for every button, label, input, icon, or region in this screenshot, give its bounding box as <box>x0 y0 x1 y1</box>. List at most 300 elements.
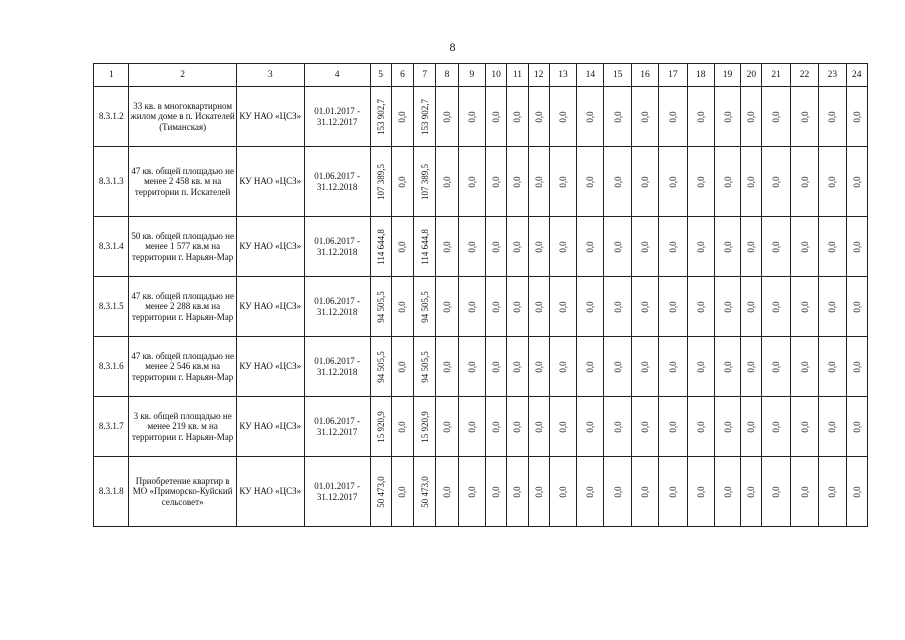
value-text: 0,0 <box>512 485 523 498</box>
row-name: 47 кв. общей площадью не менее 2 458 кв. м на территории п. Искателей <box>129 147 236 217</box>
value-text: 94 505,5 <box>419 290 430 323</box>
value-text: 0,0 <box>512 300 523 313</box>
value-text: 107 389,5 <box>375 163 386 200</box>
value-text: 0,0 <box>533 240 544 253</box>
value-cell <box>604 87 631 147</box>
value-cell <box>846 147 867 217</box>
value-text: 15 920,9 <box>375 410 386 443</box>
row-code: 8.3.1.5 <box>94 277 129 337</box>
table-row <box>94 397 868 457</box>
value-cell <box>414 147 436 217</box>
row-code: 8.3.1.7 <box>94 397 129 457</box>
column-header: 20 <box>741 64 762 87</box>
value-cell <box>458 277 485 337</box>
value-cell <box>391 217 413 277</box>
value-cell <box>507 147 528 217</box>
value-cell <box>631 87 658 147</box>
value-cell <box>687 147 714 217</box>
row-code: 8.3.1.6 <box>94 337 129 397</box>
value-text: 0,0 <box>771 240 782 253</box>
value-cell <box>687 87 714 147</box>
value-cell <box>819 457 846 527</box>
row-period: 01.06.2017 - 31.12.2018 <box>304 337 370 397</box>
value-cell <box>528 277 549 337</box>
value-cell <box>370 147 391 217</box>
value-cell <box>486 277 507 337</box>
value-cell <box>507 277 528 337</box>
value-cell <box>391 397 413 457</box>
table-row <box>94 217 868 277</box>
value-text: 0,0 <box>512 240 523 253</box>
value-text: 0,0 <box>441 420 452 433</box>
value-text: 0,0 <box>397 420 408 433</box>
table-row <box>94 277 868 337</box>
value-text: 0,0 <box>639 485 650 498</box>
value-cell <box>819 277 846 337</box>
value-cell <box>741 277 762 337</box>
value-cell <box>414 337 436 397</box>
column-header: 19 <box>714 64 740 87</box>
value-text: 94 505,5 <box>375 290 386 323</box>
value-text: 0,0 <box>722 110 733 123</box>
value-cell <box>458 397 485 457</box>
value-text: 107 389,5 <box>419 163 430 200</box>
value-text: 0,0 <box>491 420 502 433</box>
row-period: 01.01.2017 - 31.12.2017 <box>304 457 370 527</box>
value-text: 0,0 <box>533 300 544 313</box>
row-executor: КУ НАО «ЦСЗ» <box>236 397 304 457</box>
value-cell <box>819 217 846 277</box>
value-cell <box>631 217 658 277</box>
value-text: 0,0 <box>397 240 408 253</box>
value-cell <box>486 397 507 457</box>
value-cell <box>507 87 528 147</box>
value-cell <box>790 397 818 457</box>
value-cell <box>549 147 576 217</box>
value-cell <box>549 217 576 277</box>
value-text: 0,0 <box>397 300 408 313</box>
value-cell <box>577 277 604 337</box>
value-text: 0,0 <box>771 110 782 123</box>
value-cell <box>762 87 790 147</box>
row-name: 33 кв. в многоквартирном жилом доме в п. Искателей (Тиманская) <box>129 87 236 147</box>
row-name: 47 кв. общей площадью не менее 2 546 кв.м на территории г. Нарьян-Мар <box>129 337 236 397</box>
value-cell <box>414 457 436 527</box>
row-period: 01.06.2017 - 31.12.2017 <box>304 397 370 457</box>
value-cell <box>414 217 436 277</box>
table-row <box>94 457 868 527</box>
value-cell <box>391 87 413 147</box>
value-text: 0,0 <box>585 300 596 313</box>
value-cell <box>414 87 436 147</box>
value-text: 0,0 <box>533 420 544 433</box>
value-cell <box>687 337 714 397</box>
value-text: 0,0 <box>667 240 678 253</box>
value-text: 0,0 <box>695 360 706 373</box>
value-cell <box>391 457 413 527</box>
value-cell <box>577 147 604 217</box>
value-cell <box>714 397 740 457</box>
column-header: 16 <box>631 64 658 87</box>
column-header: 13 <box>549 64 576 87</box>
value-text: 0,0 <box>585 110 596 123</box>
value-text: 0,0 <box>827 175 838 188</box>
value-cell <box>714 277 740 337</box>
value-text: 0,0 <box>557 360 568 373</box>
row-period: 01.06.2017 - 31.12.2018 <box>304 277 370 337</box>
value-cell <box>528 397 549 457</box>
value-text: 50 473,0 <box>419 475 430 508</box>
row-executor: КУ НАО «ЦСЗ» <box>236 277 304 337</box>
value-cell <box>741 337 762 397</box>
value-text: 153 902,7 <box>375 98 386 135</box>
value-text: 0,0 <box>491 360 502 373</box>
value-cell <box>604 277 631 337</box>
value-text: 0,0 <box>799 110 810 123</box>
value-cell <box>687 397 714 457</box>
value-cell <box>714 217 740 277</box>
value-cell <box>436 397 458 457</box>
value-text: 0,0 <box>441 485 452 498</box>
value-cell <box>486 147 507 217</box>
value-cell <box>762 217 790 277</box>
value-text: 0,0 <box>851 175 862 188</box>
table-row <box>94 337 868 397</box>
value-text: 0,0 <box>746 420 757 433</box>
value-cell <box>819 147 846 217</box>
value-text: 0,0 <box>397 175 408 188</box>
value-cell <box>604 217 631 277</box>
column-header: 2 <box>129 64 236 87</box>
row-code: 8.3.1.4 <box>94 217 129 277</box>
value-text: 0,0 <box>512 360 523 373</box>
value-text: 0,0 <box>612 175 623 188</box>
value-text: 0,0 <box>746 360 757 373</box>
value-text: 0,0 <box>746 240 757 253</box>
value-cell <box>507 337 528 397</box>
table-row <box>94 87 868 147</box>
value-text: 0,0 <box>441 110 452 123</box>
row-name: Приобретение квартир в МО «Приморско-Куйский сельсовет» <box>129 457 236 527</box>
value-text: 0,0 <box>639 360 650 373</box>
row-executor: КУ НАО «ЦСЗ» <box>236 217 304 277</box>
value-cell <box>528 217 549 277</box>
value-cell <box>458 147 485 217</box>
value-cell <box>507 457 528 527</box>
value-text: 0,0 <box>639 420 650 433</box>
value-cell <box>391 147 413 217</box>
value-cell <box>790 337 818 397</box>
value-cell <box>370 217 391 277</box>
value-text: 0,0 <box>512 110 523 123</box>
value-text: 0,0 <box>466 110 477 123</box>
value-text: 0,0 <box>533 110 544 123</box>
value-text: 0,0 <box>771 360 782 373</box>
value-cell <box>549 397 576 457</box>
value-cell <box>846 87 867 147</box>
row-period: 01.06.2017 - 31.12.2018 <box>304 147 370 217</box>
value-text: 0,0 <box>667 300 678 313</box>
value-text: 0,0 <box>722 300 733 313</box>
value-text: 0,0 <box>612 360 623 373</box>
value-cell <box>846 397 867 457</box>
value-cell <box>790 217 818 277</box>
value-cell <box>528 337 549 397</box>
value-cell <box>507 397 528 457</box>
value-cell <box>790 277 818 337</box>
value-text: 0,0 <box>827 420 838 433</box>
value-cell <box>577 457 604 527</box>
value-text: 0,0 <box>441 175 452 188</box>
value-cell <box>714 147 740 217</box>
value-cell <box>762 277 790 337</box>
value-cell <box>458 217 485 277</box>
value-cell <box>436 87 458 147</box>
value-text: 0,0 <box>827 110 838 123</box>
value-text: 0,0 <box>533 360 544 373</box>
row-period: 01.01.2017 - 31.12.2017 <box>304 87 370 147</box>
value-text: 0,0 <box>827 240 838 253</box>
value-cell <box>687 457 714 527</box>
value-text: 0,0 <box>557 175 568 188</box>
value-cell <box>458 337 485 397</box>
value-text: 0,0 <box>695 110 706 123</box>
column-header: 7 <box>414 64 436 87</box>
row-executor: КУ НАО «ЦСЗ» <box>236 147 304 217</box>
value-cell <box>604 147 631 217</box>
value-text: 0,0 <box>722 485 733 498</box>
value-text: 0,0 <box>639 240 650 253</box>
value-cell <box>741 457 762 527</box>
value-cell <box>762 337 790 397</box>
column-header: 23 <box>819 64 846 87</box>
value-text: 0,0 <box>397 360 408 373</box>
value-text: 114 644,8 <box>419 228 430 265</box>
value-cell <box>741 397 762 457</box>
value-cell <box>631 277 658 337</box>
value-text: 0,0 <box>466 175 477 188</box>
column-header: 5 <box>370 64 391 87</box>
column-header: 9 <box>458 64 485 87</box>
value-text: 0,0 <box>466 240 477 253</box>
value-cell <box>486 217 507 277</box>
value-text: 0,0 <box>512 175 523 188</box>
value-text: 0,0 <box>695 175 706 188</box>
row-name: 3 кв. общей площадью не менее 219 кв. м на территории г. Нарьян-Мар <box>129 397 236 457</box>
column-header: 24 <box>846 64 867 87</box>
value-cell <box>604 397 631 457</box>
value-text: 0,0 <box>612 420 623 433</box>
value-cell <box>819 87 846 147</box>
value-text: 0,0 <box>612 485 623 498</box>
row-code: 8.3.1.2 <box>94 87 129 147</box>
value-text: 15 920,9 <box>419 410 430 443</box>
value-cell <box>659 457 687 527</box>
value-text: 0,0 <box>533 485 544 498</box>
value-text: 0,0 <box>827 360 838 373</box>
column-header: 3 <box>236 64 304 87</box>
value-text: 0,0 <box>491 300 502 313</box>
value-cell <box>631 337 658 397</box>
value-text: 0,0 <box>612 300 623 313</box>
value-cell <box>436 457 458 527</box>
value-cell <box>741 87 762 147</box>
value-text: 0,0 <box>491 110 502 123</box>
value-text: 0,0 <box>695 240 706 253</box>
value-text: 0,0 <box>585 175 596 188</box>
column-header: 10 <box>486 64 507 87</box>
value-text: 0,0 <box>491 485 502 498</box>
value-text: 0,0 <box>466 360 477 373</box>
value-cell <box>370 277 391 337</box>
value-cell <box>762 147 790 217</box>
value-cell <box>790 87 818 147</box>
value-cell <box>507 217 528 277</box>
value-cell <box>549 337 576 397</box>
value-text: 0,0 <box>799 175 810 188</box>
value-text: 94 505,5 <box>375 350 386 383</box>
value-cell <box>659 397 687 457</box>
value-text: 0,0 <box>771 485 782 498</box>
value-text: 0,0 <box>799 240 810 253</box>
value-text: 0,0 <box>722 240 733 253</box>
value-text: 0,0 <box>827 300 838 313</box>
value-text: 0,0 <box>557 420 568 433</box>
value-text: 0,0 <box>799 300 810 313</box>
value-cell <box>604 457 631 527</box>
value-cell <box>659 337 687 397</box>
value-cell <box>631 397 658 457</box>
row-executor: КУ НАО «ЦСЗ» <box>236 87 304 147</box>
value-text: 0,0 <box>667 110 678 123</box>
value-cell <box>577 337 604 397</box>
value-text: 0,0 <box>557 300 568 313</box>
value-text: 0,0 <box>557 110 568 123</box>
value-cell <box>414 277 436 337</box>
value-cell <box>790 457 818 527</box>
column-header: 21 <box>762 64 790 87</box>
value-cell <box>714 87 740 147</box>
value-text: 0,0 <box>585 485 596 498</box>
row-executor: КУ НАО «ЦСЗ» <box>236 337 304 397</box>
value-text: 0,0 <box>585 240 596 253</box>
value-cell <box>414 397 436 457</box>
value-text: 0,0 <box>612 240 623 253</box>
value-cell <box>687 277 714 337</box>
table-body <box>94 87 868 527</box>
value-text: 0,0 <box>771 420 782 433</box>
value-cell <box>436 217 458 277</box>
value-cell <box>391 277 413 337</box>
value-cell <box>846 217 867 277</box>
value-text: 0,0 <box>466 485 477 498</box>
value-cell <box>659 217 687 277</box>
row-code: 8.3.1.3 <box>94 147 129 217</box>
value-text: 0,0 <box>639 175 650 188</box>
value-text: 0,0 <box>799 485 810 498</box>
value-text: 0,0 <box>695 300 706 313</box>
value-cell <box>741 217 762 277</box>
value-text: 0,0 <box>851 485 862 498</box>
value-text: 0,0 <box>667 360 678 373</box>
value-text: 50 473,0 <box>375 475 386 508</box>
value-text: 0,0 <box>397 110 408 123</box>
value-text: 0,0 <box>557 485 568 498</box>
row-name: 47 кв. общей площадью не менее 2 288 кв.м на территории г. Нарьян-Мар <box>129 277 236 337</box>
value-text: 0,0 <box>722 420 733 433</box>
value-text: 0,0 <box>771 300 782 313</box>
value-text: 0,0 <box>585 360 596 373</box>
value-text: 0,0 <box>533 175 544 188</box>
value-text: 0,0 <box>441 240 452 253</box>
program-table <box>93 63 868 527</box>
value-cell <box>458 457 485 527</box>
value-cell <box>370 457 391 527</box>
value-text: 0,0 <box>667 175 678 188</box>
value-text: 0,0 <box>746 110 757 123</box>
value-text: 0,0 <box>851 420 862 433</box>
value-text: 0,0 <box>746 485 757 498</box>
header-row <box>94 64 868 87</box>
value-text: 0,0 <box>851 300 862 313</box>
value-cell <box>458 87 485 147</box>
value-text: 0,0 <box>397 485 408 498</box>
column-header: 12 <box>528 64 549 87</box>
value-cell <box>714 337 740 397</box>
value-text: 0,0 <box>799 360 810 373</box>
value-text: 0,0 <box>491 175 502 188</box>
column-header: 11 <box>507 64 528 87</box>
value-cell <box>528 87 549 147</box>
value-text: 94 505,5 <box>419 350 430 383</box>
value-cell <box>436 147 458 217</box>
value-cell <box>577 217 604 277</box>
value-text: 0,0 <box>722 175 733 188</box>
column-header: 15 <box>604 64 631 87</box>
value-text: 0,0 <box>491 240 502 253</box>
value-cell <box>549 277 576 337</box>
value-cell <box>762 397 790 457</box>
value-cell <box>436 277 458 337</box>
value-cell <box>549 87 576 147</box>
value-cell <box>659 147 687 217</box>
value-text: 0,0 <box>512 420 523 433</box>
value-text: 0,0 <box>441 360 452 373</box>
value-text: 0,0 <box>746 175 757 188</box>
value-cell <box>528 457 549 527</box>
column-header: 8 <box>436 64 458 87</box>
value-cell <box>528 147 549 217</box>
value-cell <box>762 457 790 527</box>
table-row <box>94 147 868 217</box>
value-cell <box>577 397 604 457</box>
value-cell <box>391 337 413 397</box>
value-cell <box>486 457 507 527</box>
column-header: 14 <box>577 64 604 87</box>
value-text: 153 902,7 <box>419 98 430 135</box>
value-text: 0,0 <box>557 240 568 253</box>
row-code: 8.3.1.8 <box>94 457 129 527</box>
value-cell <box>659 277 687 337</box>
value-text: 0,0 <box>695 420 706 433</box>
value-text: 114 644,8 <box>375 228 386 265</box>
value-text: 0,0 <box>466 300 477 313</box>
value-cell <box>819 337 846 397</box>
value-text: 0,0 <box>771 175 782 188</box>
value-cell <box>659 87 687 147</box>
value-text: 0,0 <box>799 420 810 433</box>
value-text: 0,0 <box>466 420 477 433</box>
